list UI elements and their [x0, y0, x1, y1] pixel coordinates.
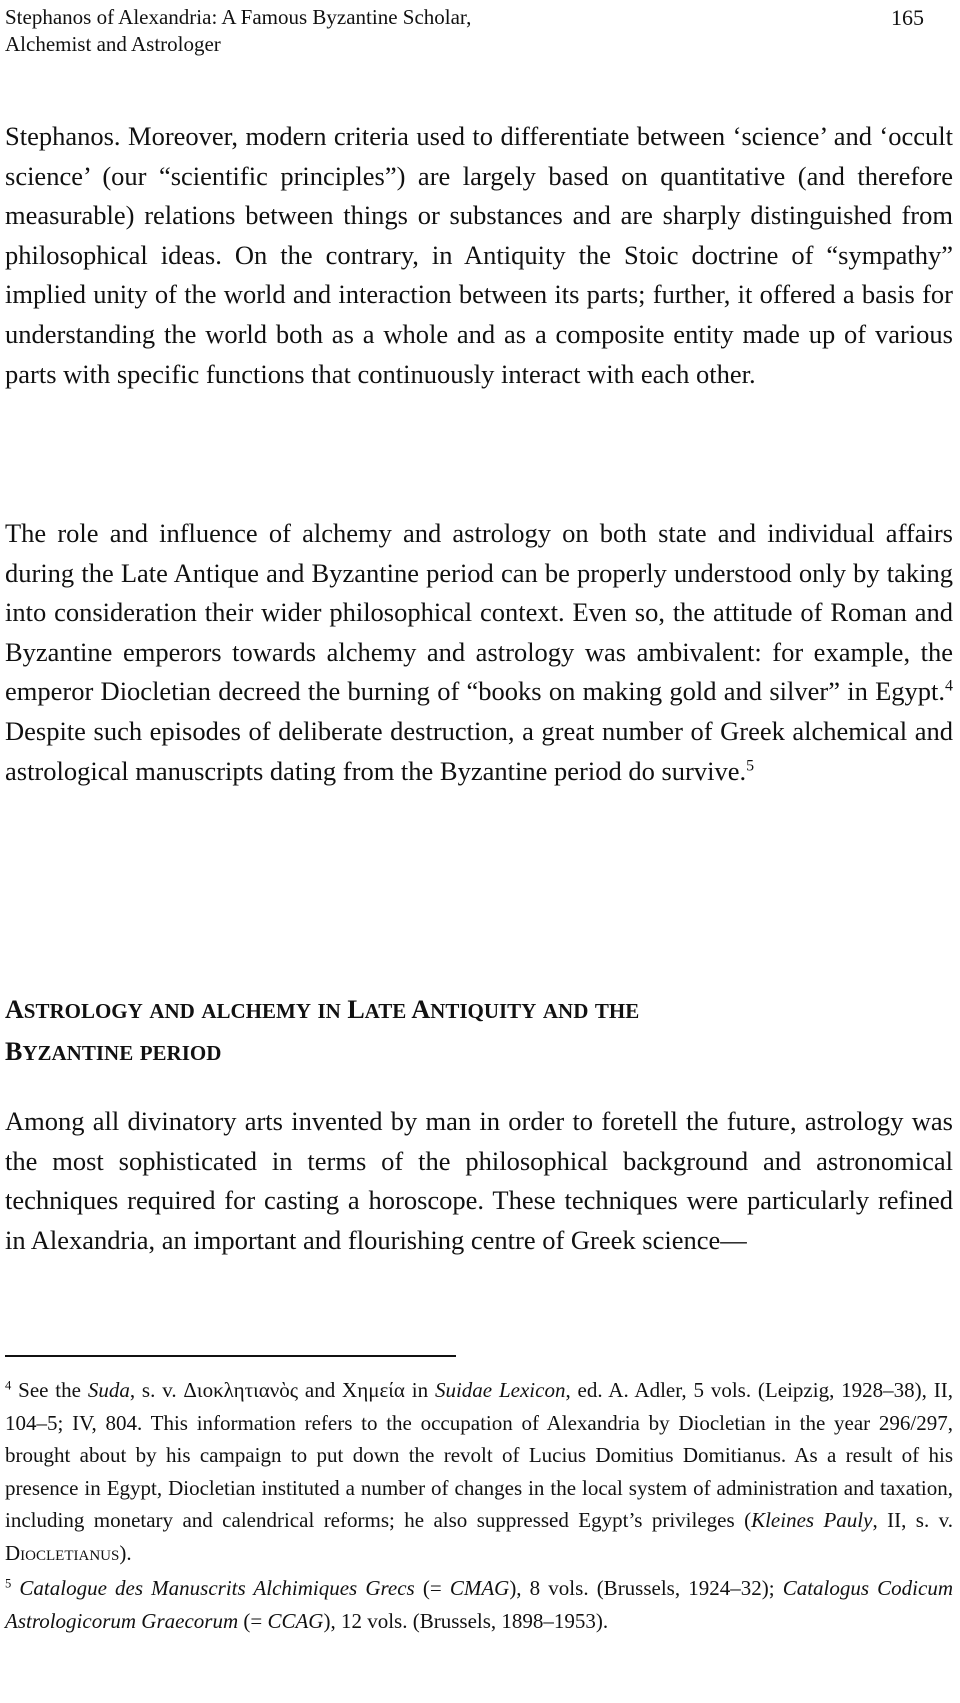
- footnote-5: $^5$ Catalogue des Manuscrits Alchimiques Grecs (= CMAG), 8 vols. (Brussels, 1924–32); Catalogus Codicum Astrologicorum Graecorum (= CCAG), 12 vols. (Brussels, 1898–1953).: [5, 1576, 953, 1633]
- heading-word: PERIOD: [139, 1040, 222, 1065]
- heading-word: AND: [542, 999, 589, 1023]
- footnote-reference-5: 5: [746, 757, 755, 775]
- section-heading: [5, 990, 953, 1073]
- heading-word: THE: [594, 999, 640, 1023]
- footnote-number: 4: [5, 1378, 12, 1393]
- paragraph-2-text-a: The role and influence of alchemy and astrology on both state and individual affairs during the Late Antique and Byzantine period can be properly understood only by taking into consideration their wider philosophical context. Even so, the attitude of Roman and Byzantine emperors towards alchemy and astrology was ambivalent: for example, the emperor Diocletian decreed the burning of “books on making gold and silver” in Egypt.: [5, 518, 953, 707]
- footnote-number: 5: [5, 1576, 12, 1591]
- heading-word: BYZANTINE: [5, 1036, 134, 1066]
- footnotes: [5, 1374, 953, 1637]
- footnote-separator: [5, 1355, 456, 1357]
- heading-word: ALCHEMY: [201, 999, 311, 1023]
- body-paragraph-2: [5, 514, 953, 791]
- footnote-reference-4: 4: [945, 677, 953, 695]
- running-head: [5, 4, 471, 58]
- body-paragraph-3: Among all divinatory arts invented by man in order to foretell the future, astrology was the most sophisticated in terms of the philosophical background and astronomical techniques required for casting a horoscope. These techniques were particularly refined in Alexandria, an important and flourishing centre of Greek science—: [5, 1106, 953, 1255]
- heading-word: AND: [149, 999, 195, 1023]
- body-paragraph-1: Stephanos. Moreover, modern criteria used to differentiate between ‘science’ and ‘occult science’ (our “scientific principles”) are largely based on quantitative (and therefore measurable) relations between things or substances and are sharply distinguished from philosophical ideas. On the contrary, in Antiquity the Stoic doctrine of “sympathy” implied unity of the world and interaction between its parts; further, it offered a basis for understanding the world both as a whole and as a composite entity made up of various parts with specific functions that continuously interact with each other.: [5, 121, 953, 389]
- heading-word: ASTROLOGY: [5, 995, 143, 1024]
- paragraph-2-text-b: Despite such episodes of deliberate destruction, a great number of Greek alchemical and astrological manuscripts dating from the Byzantine period do survive.: [5, 715, 953, 786]
- running-head-line-2: Alchemist and Astrologer: [5, 32, 221, 56]
- running-head-line-1: Stephanos of Alexandria: A Famous Byzantine Scholar,: [5, 5, 472, 29]
- heading-word: ANTIQUITY: [411, 995, 537, 1024]
- page-number: 165: [891, 5, 924, 30]
- heading-word: IN: [317, 999, 341, 1023]
- heading-word: LATE: [347, 995, 407, 1024]
- footnote-4: $^4$ See the Suda, s. v. Διοκλητιανὸς and Χημεία in Suidae Lexicon, ed. A. Adler, 5 vols. (Leipzig, 1928–38), II, 104–5; IV, 804. This information refers to the occupation of Alexandria by Diocletian in the year 296/297, brought about by his campaign to put down the revolt of Lucius Domitius Domitianus. As a result of his presence in Egypt, Diocletian instituted a number of changes in the local system of administration and taxation, including monetary and calendrical reforms; he also suppressed Egypt’s privileges (Kleines Pauly, II, s. v. DIOCLETIANUS).: [5, 1378, 953, 1565]
